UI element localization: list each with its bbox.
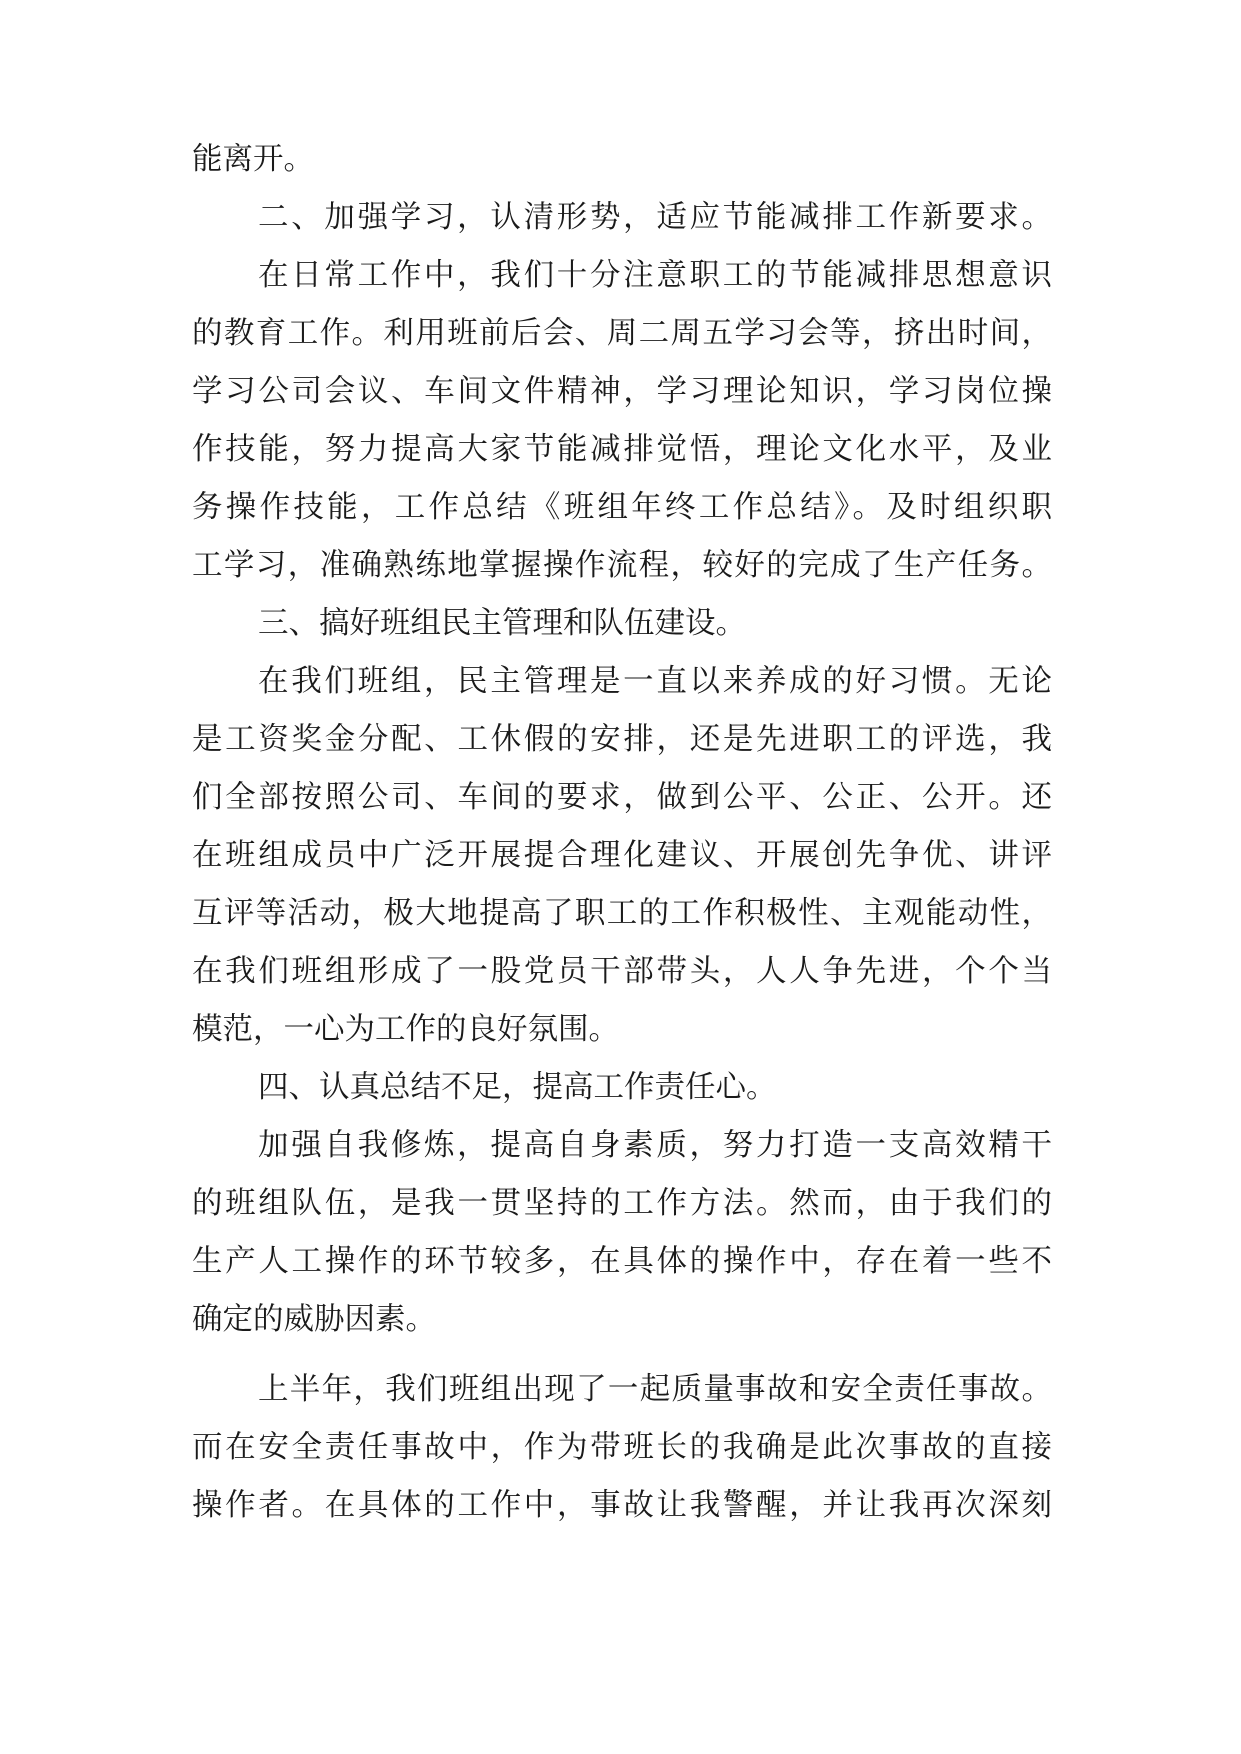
text-line: 能离开。 bbox=[192, 142, 314, 177]
text-line: 务操作技能，工作总结《班组年终工作总结》。及时组织职 bbox=[192, 490, 1052, 525]
text-line: 操作者。在具体的工作中，事故让我警醒，并让我再次深刻 bbox=[192, 1488, 1052, 1523]
section-heading: 三、搞好班组民主管理和队伍建设。 bbox=[258, 606, 746, 641]
text-line: 们全部按照公司、车间的要求，做到公平、公正、公开。还 bbox=[192, 780, 1052, 815]
text-line: 作技能，努力提高大家节能减排觉悟，理论文化水平，及业 bbox=[192, 432, 1052, 467]
text-line: 的教育工作。利用班前后会、周二周五学习会等，挤出时间， bbox=[192, 316, 1052, 351]
text-line: 是工资奖金分配、工休假的安排，还是先进职工的评选，我 bbox=[192, 722, 1052, 757]
text-line: 在我们班组，民主管理是一直以来养成的好习惯。无论 bbox=[258, 664, 1052, 699]
text-line: 学习公司会议、车间文件精神，学习理论知识，学习岗位操 bbox=[192, 374, 1052, 409]
text-line: 上半年，我们班组出现了一起质量事故和安全责任事故。 bbox=[258, 1372, 1052, 1407]
text-line: 确定的威胁因素。 bbox=[192, 1302, 436, 1337]
text-line: 的班组队伍，是我一贯坚持的工作方法。然而，由于我们的 bbox=[192, 1186, 1052, 1221]
text-line: 在我们班组形成了一股党员干部带头，人人争先进，个个当 bbox=[192, 954, 1052, 989]
text-line: 加强自我修炼，提高自身素质，努力打造一支高效精干 bbox=[258, 1128, 1052, 1163]
text-line: 互评等活动，极大地提高了职工的工作积极性、主观能动性， bbox=[192, 896, 1052, 931]
text-line: 模范，一心为工作的良好氛围。 bbox=[192, 1012, 619, 1047]
text-line: 在班组成员中广泛开展提合理化建议、开展创先争优、讲评 bbox=[192, 838, 1052, 873]
text-line: 工学习，准确熟练地掌握操作流程，较好的完成了生产任务。 bbox=[192, 548, 1052, 583]
text-line: 而在安全责任事故中，作为带班长的我确是此次事故的直接 bbox=[192, 1430, 1052, 1465]
section-heading: 四、认真总结不足，提高工作责任心。 bbox=[258, 1070, 777, 1105]
text-line: 在日常工作中，我们十分注意职工的节能减排思想意识 bbox=[258, 258, 1052, 293]
section-heading: 二、加强学习，认清形势，适应节能减排工作新要求。 bbox=[258, 200, 1052, 235]
text-line: 生产人工操作的环节较多，在具体的操作中，存在着一些不 bbox=[192, 1244, 1052, 1279]
